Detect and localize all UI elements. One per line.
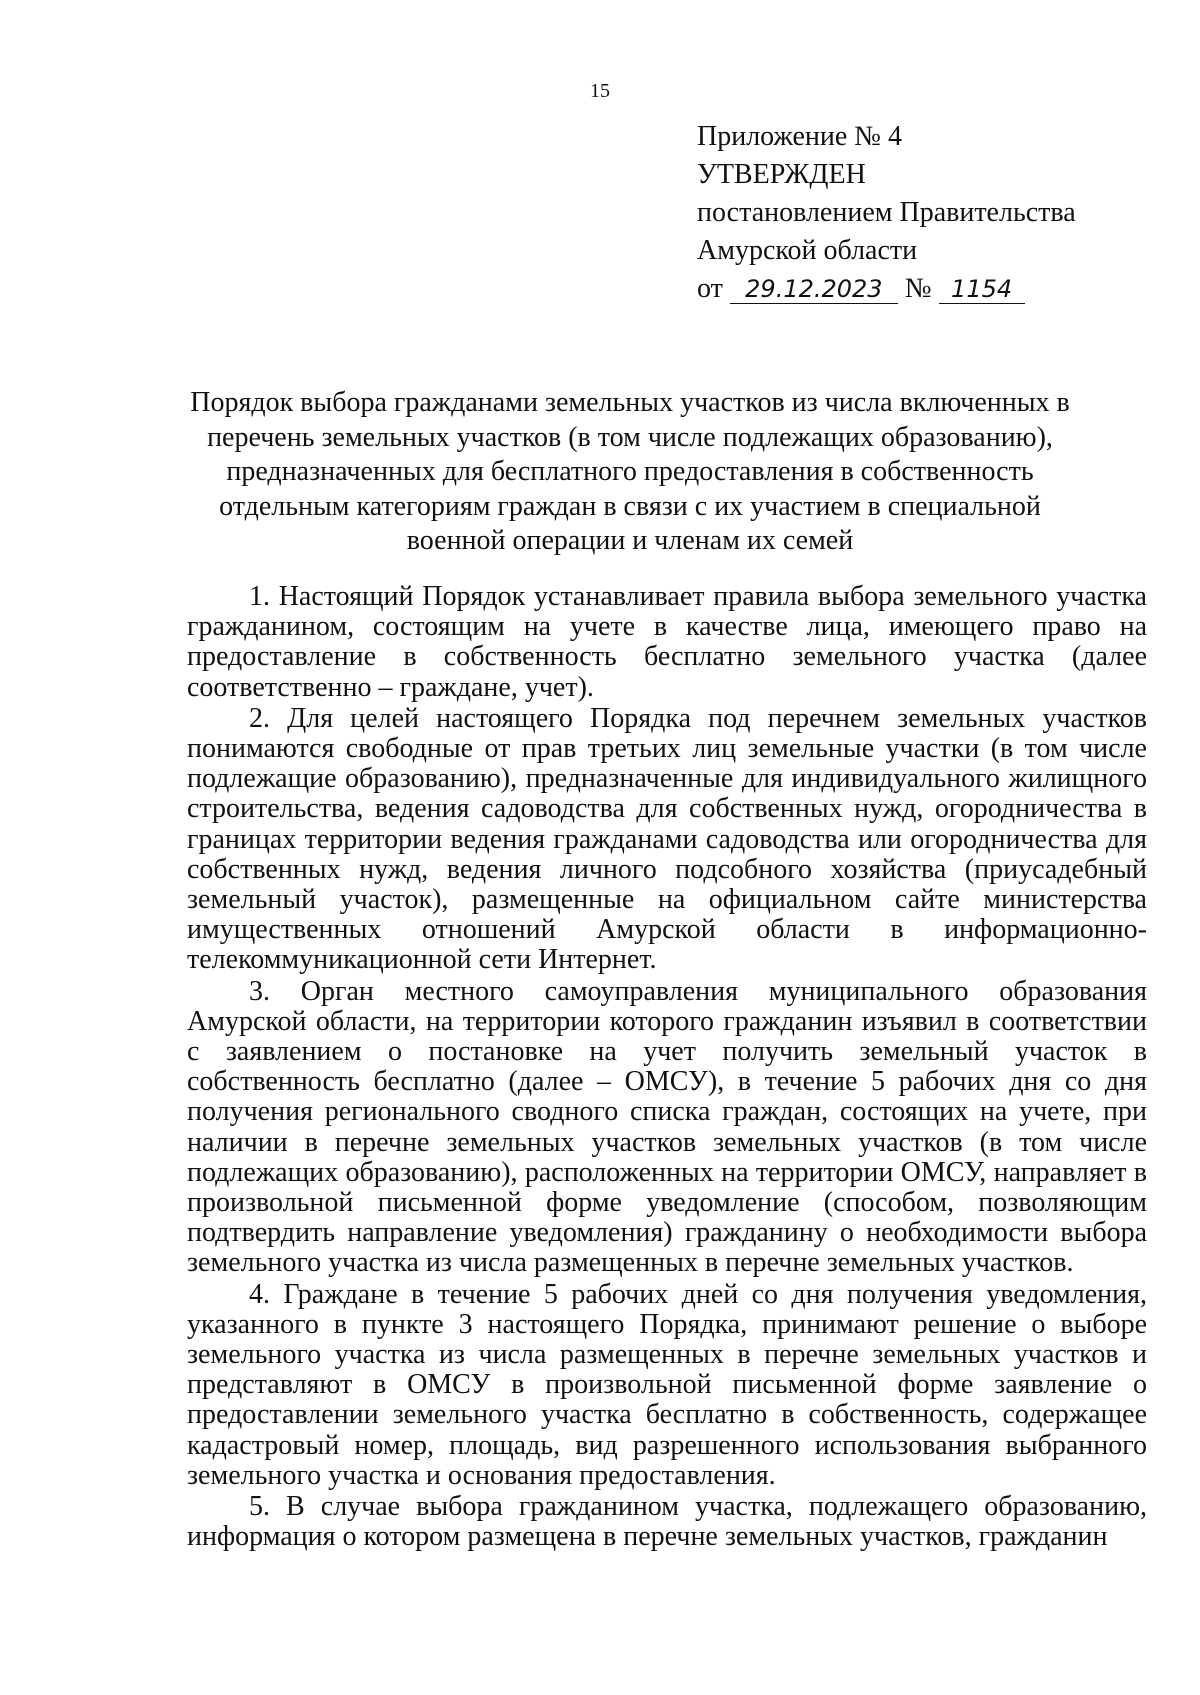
number-prefix: № [904, 273, 932, 304]
paragraph-1: 1. Настоящий Порядок устанавливает правила выбора земельного участка гражданином, состоящим на учете в качестве лица, имеющего право на предоставление в собственность бесплатно земельного участка (далее соответственно – граждане, учет). [187, 581, 1147, 703]
document-title: Порядок выбора гражданами земельных участков из числа включенных в перечень земельных участков (в том числе подлежащих образованию), предназначенных для бесплатного предоставления в собственность отдельным категориям граждан в связи с их участием в специальной военной операции и членам их семей [190, 387, 1070, 556]
region-label: Амурской области [697, 235, 918, 266]
handwritten-date: 29.12.2023 [730, 275, 898, 304]
handwritten-number: 1154 [939, 275, 1025, 304]
appendix-label: Приложение № 4 [697, 121, 902, 152]
decree-date-number-line [697, 270, 1076, 308]
page-number: 15 [590, 80, 610, 102]
paragraph-5: 5. В случае выбора гражданином участка, подлежащего образованию, информация о котором размещена в перечне земельных участков, гражданин [187, 1491, 1147, 1553]
paragraph-2: 2. Для целей настоящего Порядка под перечнем земельных участков понимаются свободные от прав третьих лиц земельные участки (в том числе подлежащие образованию), предназначенные для индивидуального жилищного строительства, ведения садоводства для собственных нужд, огородничества в границах территории ведения гражданами садоводства или огородничества для собственных нужд, ведения личного подсобного хозяйства (приусадебный земельный участок), размещенные на официальном сайте министерства имущественных отношений Амурской области в информационно-телекоммуникационной сети Интернет. [187, 702, 1147, 976]
approval-stamp-block [697, 118, 1076, 308]
approved-label: УТВЕРЖДЕН [697, 159, 866, 190]
paragraph-3: 3. Орган местного самоуправления муниципального образования Амурской области, на территории которого гражданин изъявил в соответствии с заявлением о постановке на учет получить земельный участок в собственность бесплатно (далее – ОМСУ), в течение 5 рабочих дня со дня получения регионального сводного списка граждан, состоящих на учете, при наличии в перечне земельных участков земельных участков (в том числе подлежащих образованию), расположенных на территории ОМСУ, направляет в произвольной письменной форме уведомление (способом, позволяющим подтвердить направление уведомления) гражданину о необходимости выбора земельного участка из числа размещенных в перечне земельных участков. [187, 975, 1147, 1279]
document-body [187, 582, 1147, 1553]
paragraph-4: 4. Граждане в течение 5 рабочих дней со дня получения уведомления, указанного в пункте 3 настоящего Порядка, принимают решение о выборе земельного участка из числа размещенных в перечне земельных участков и представляют в ОМСУ в произвольной письменной форме заявление о предоставлении земельного участка бесплатно в собственность, содержащее кадастровый номер, площадь, вид разрешенного использования выбранного земельного участка и основания предоставления. [187, 1278, 1147, 1491]
from-prefix: от [697, 273, 723, 304]
approved-by-label: постановлением Правительства [697, 197, 1076, 228]
